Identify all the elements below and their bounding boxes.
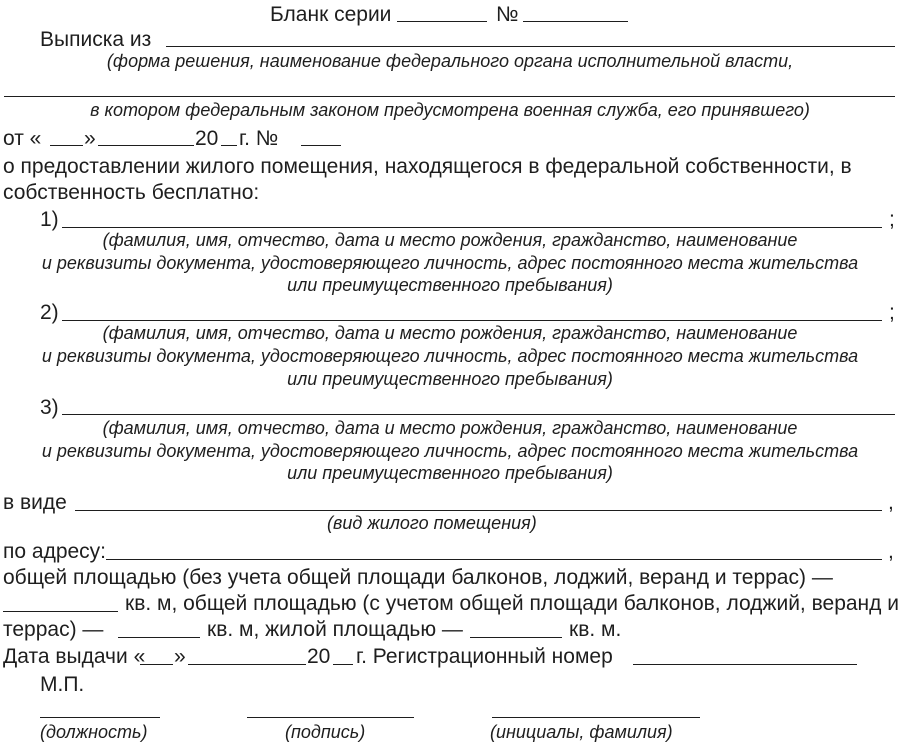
area-line-1: общей площадью (без учета общей площади балконов, лоджий, веранд и террас) — — [3, 566, 833, 589]
series-label: Бланк серии — [270, 3, 392, 26]
name-note: (инициалы, фамилия) — [490, 722, 673, 742]
person-2-note-1: (фамилия, имя, отчество, дата и место рождения, гражданство, наименование — [102, 323, 798, 343]
area-line-3-end: кв. м. — [569, 618, 622, 641]
person-2-number: 2) — [40, 301, 59, 324]
name-blank — [492, 717, 700, 718]
extract-note-1: (форма решения, наименование федерального органа исполнительной власти, — [106, 51, 794, 71]
person-3-note-2: и реквизиты документа, удостоверяющего личность, адрес постоянного места жительства — [41, 441, 859, 461]
issue-reg-label: г. Регистрационный номер — [356, 645, 613, 668]
stamp-label: М.П. — [40, 673, 85, 696]
person-3-note-1: (фамилия, имя, отчество, дата и место рождения, гражданство, наименование — [102, 418, 798, 438]
series-blank — [397, 21, 487, 22]
extract-note-2: в котором федеральным законом предусмотрена военная служба, его принявшего) — [90, 100, 810, 120]
date-number-blank — [301, 145, 341, 146]
issue-label: Дата выдачи « — [3, 645, 146, 668]
area-line-2: кв. м, общей площадью (с учетом общей площади балконов, лоджий, веранд и — [125, 592, 899, 615]
purpose-line-2: собственность бесплатно: — [3, 181, 260, 204]
signature-note: (подпись) — [285, 722, 366, 742]
person-1-note-1: (фамилия, имя, отчество, дата и место рождения, гражданство, наименование — [102, 230, 798, 250]
reg-number-blank — [633, 664, 857, 665]
address-end: , — [888, 540, 894, 563]
signature-blank — [247, 717, 414, 718]
number-label: № — [496, 3, 519, 26]
extract-blank-2 — [4, 96, 895, 97]
person-1-note-2: и реквизиты документа, удостоверяющего личность, адрес постоянного места жительства — [41, 253, 859, 273]
person-1-number: 1) — [40, 208, 59, 231]
person-3-note-3: или преимущественного пребывания) — [287, 463, 613, 483]
premises-label: в виде — [3, 491, 67, 514]
date-day-blank — [50, 145, 83, 146]
person-2-note-3: или преимущественного пребывания) — [287, 369, 613, 389]
number-blank — [523, 21, 628, 22]
person-1-end: ; — [889, 208, 895, 231]
person-2-end: ; — [889, 301, 895, 324]
issue-day-blank — [140, 664, 173, 665]
address-blank — [106, 559, 882, 560]
area-line-3-mid: кв. м, жилой площадью — — [207, 618, 463, 641]
area-living-blank — [470, 637, 562, 638]
premises-note: (вид жилого помещения) — [327, 513, 537, 533]
issue-year-prefix: 20 — [307, 645, 331, 668]
extract-label: Выписка из — [40, 28, 152, 51]
position-note: (должность) — [40, 722, 148, 742]
person-3-number: 3) — [40, 396, 59, 419]
area-total-blank — [3, 611, 118, 612]
date-year-suffix: г. № — [239, 127, 279, 150]
address-label: по адресу: — [3, 540, 107, 563]
date-close-quote: » — [84, 127, 96, 150]
person-2-blank — [62, 320, 882, 321]
area-with-balconies-blank — [118, 637, 200, 638]
premises-end: , — [888, 491, 894, 514]
area-line-3-start: террас) — — [3, 618, 104, 641]
purpose-line-1: о предоставлении жилого помещения, находящегося в федеральной собственности, в — [3, 155, 852, 178]
person-1-blank — [62, 227, 882, 228]
extract-blank — [166, 46, 895, 47]
person-3-blank — [62, 414, 895, 415]
issue-close-quote: » — [174, 645, 186, 668]
date-year-prefix: 20 — [195, 127, 219, 150]
premises-blank — [75, 510, 882, 511]
person-1-note-3: или преимущественного пребывания) — [287, 275, 613, 295]
person-2-note-2: и реквизиты документа, удостоверяющего личность, адрес постоянного места жительства — [41, 346, 859, 366]
issue-month-blank — [188, 664, 306, 665]
date-year-blank — [221, 145, 237, 146]
issue-year-blank — [333, 664, 353, 665]
date-from: от « — [3, 127, 42, 150]
position-blank — [40, 717, 160, 718]
date-month-blank — [98, 145, 194, 146]
